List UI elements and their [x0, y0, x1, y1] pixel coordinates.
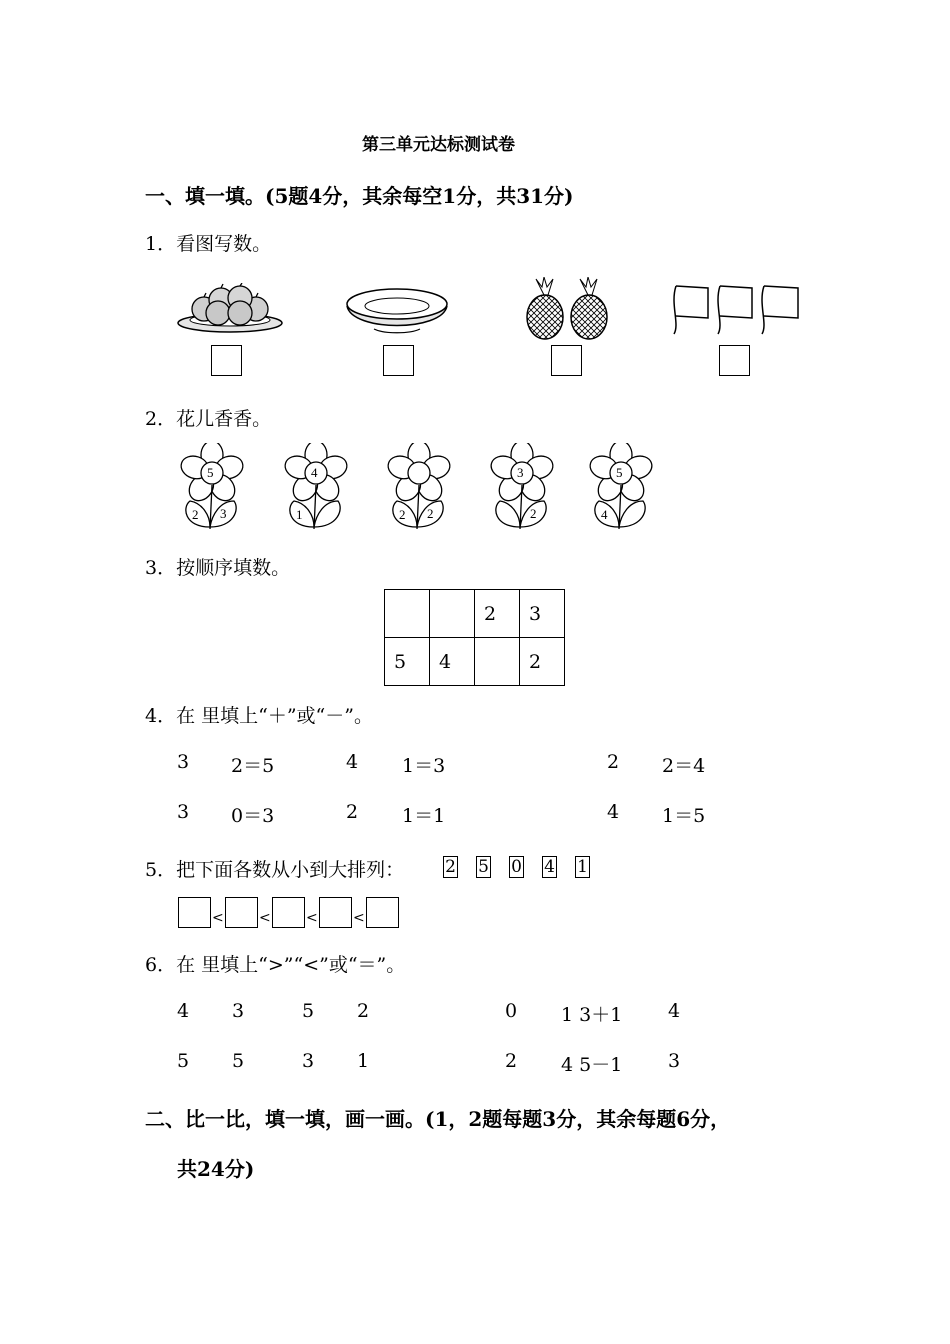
q6-operand: 2 [357, 1000, 370, 1022]
flower-left-leaf-number[interactable]: 2 [192, 507, 199, 522]
q6-operand: 3 [232, 1000, 245, 1022]
order-answer-box[interactable] [319, 897, 352, 928]
flower-picture [176, 443, 248, 529]
grid-cell[interactable]: 2 [520, 638, 565, 686]
flower-picture [585, 443, 657, 529]
grid-cell[interactable]: 2 [475, 590, 520, 638]
q5-number: 2 [443, 856, 458, 878]
q4-operand: 1＝1 [402, 805, 446, 827]
q6-operand: 0 [505, 1000, 518, 1022]
page-title: 第三单元达标测试卷 [362, 135, 515, 155]
q4-operand: 2＝4 [662, 755, 706, 777]
q6-operand: 3 [302, 1050, 315, 1072]
flower-right-leaf-number[interactable]: 2 [427, 506, 434, 521]
less-than-sign: < [212, 910, 224, 926]
q6-operand: 5 [177, 1050, 190, 1072]
q4-label: 4．在 里填上“＋”或“－”。 [145, 705, 373, 727]
flower-center-number[interactable]: 5 [207, 465, 214, 480]
flower-center-number[interactable]: 5 [616, 465, 623, 480]
q6-operand: 2 [505, 1050, 518, 1072]
q4-operand: 1＝3 [402, 755, 446, 777]
answer-box-peaches[interactable] [211, 345, 242, 376]
q6-operand: 1 3＋1 [561, 1004, 623, 1026]
section2-heading: 二、比一比，填一填，画一画。(1，2题每题3分，其余每题6分， [145, 1107, 731, 1131]
grid-cell[interactable]: 4 [430, 638, 475, 686]
section2-heading-cont: 共24分) [177, 1157, 255, 1181]
q4-operand: 3 [177, 801, 190, 823]
grid-cell[interactable] [430, 590, 475, 638]
flower-center-number[interactable]: 3 [517, 465, 524, 480]
q6-operand: 3 [668, 1050, 681, 1072]
q5-label: 5．把下面各数从小到大排列： [145, 859, 405, 881]
number-sequence-grid [384, 589, 565, 686]
q6-operand: 5 [302, 1000, 315, 1022]
q4-operand: 2 [607, 751, 620, 773]
q5-number: 0 [509, 856, 524, 878]
answer-box-flags[interactable] [719, 345, 750, 376]
answer-box-pineapples[interactable] [551, 345, 582, 376]
flower-center-number[interactable]: 4 [311, 465, 318, 480]
q6-operand: 1 [357, 1050, 370, 1072]
q5-number: 5 [476, 856, 491, 878]
q4-operand: 0＝3 [231, 805, 275, 827]
q4-operand: 4 [346, 751, 359, 773]
grid-cell[interactable]: 5 [385, 638, 430, 686]
q4-operand: 2 [346, 801, 359, 823]
flower-right-leaf-number[interactable]: 3 [220, 506, 227, 521]
q5-number-list [443, 856, 608, 878]
q4-operand: 3 [177, 751, 190, 773]
section1-heading: 一、填一填。(5题4分，其余每空1分，共31分) [145, 184, 574, 208]
order-answer-box[interactable] [272, 897, 305, 928]
order-answer-box[interactable] [178, 897, 211, 928]
q6-operand: 4 5－1 [561, 1054, 623, 1076]
q2-label: 2．花儿香香。 [145, 408, 272, 430]
order-answer-box[interactable] [366, 897, 399, 928]
two-pineapples-picture [522, 277, 612, 341]
grid-cell[interactable] [475, 638, 520, 686]
flower-picture [383, 443, 455, 529]
q6-operand: 5 [232, 1050, 245, 1072]
q1-label: 1．看图写数。 [145, 233, 272, 255]
peaches-on-plate-picture [176, 283, 284, 335]
flower-right-leaf-number[interactable]: 2 [530, 506, 537, 521]
q5-number: 4 [542, 856, 557, 878]
q6-operand: 4 [668, 1000, 681, 1022]
flower-left-leaf-number[interactable]: 1 [296, 507, 303, 522]
less-than-sign: < [259, 910, 271, 926]
flower-picture [486, 443, 558, 529]
q4-operand: 2＝5 [231, 755, 275, 777]
q5-number: 1 [575, 856, 590, 878]
answer-box-bowl[interactable] [383, 345, 414, 376]
q4-operand: 1＝5 [662, 805, 706, 827]
q6-operand: 4 [177, 1000, 190, 1022]
flower-left-leaf-number[interactable]: 2 [399, 507, 406, 522]
grid-cell[interactable] [385, 590, 430, 638]
order-answer-box[interactable] [225, 897, 258, 928]
three-flags-picture [662, 284, 802, 336]
less-than-sign: < [353, 910, 365, 926]
flower-left-leaf-number[interactable]: 4 [601, 507, 608, 522]
q6-label: 6．在 里填上“>”“<”或“＝”。 [145, 954, 406, 976]
flower-picture [280, 443, 352, 529]
empty-bowl-picture [344, 284, 450, 336]
less-than-sign: < [306, 910, 318, 926]
q3-label: 3．按顺序填数。 [145, 557, 291, 579]
grid-cell[interactable]: 3 [520, 590, 565, 638]
q4-operand: 4 [607, 801, 620, 823]
